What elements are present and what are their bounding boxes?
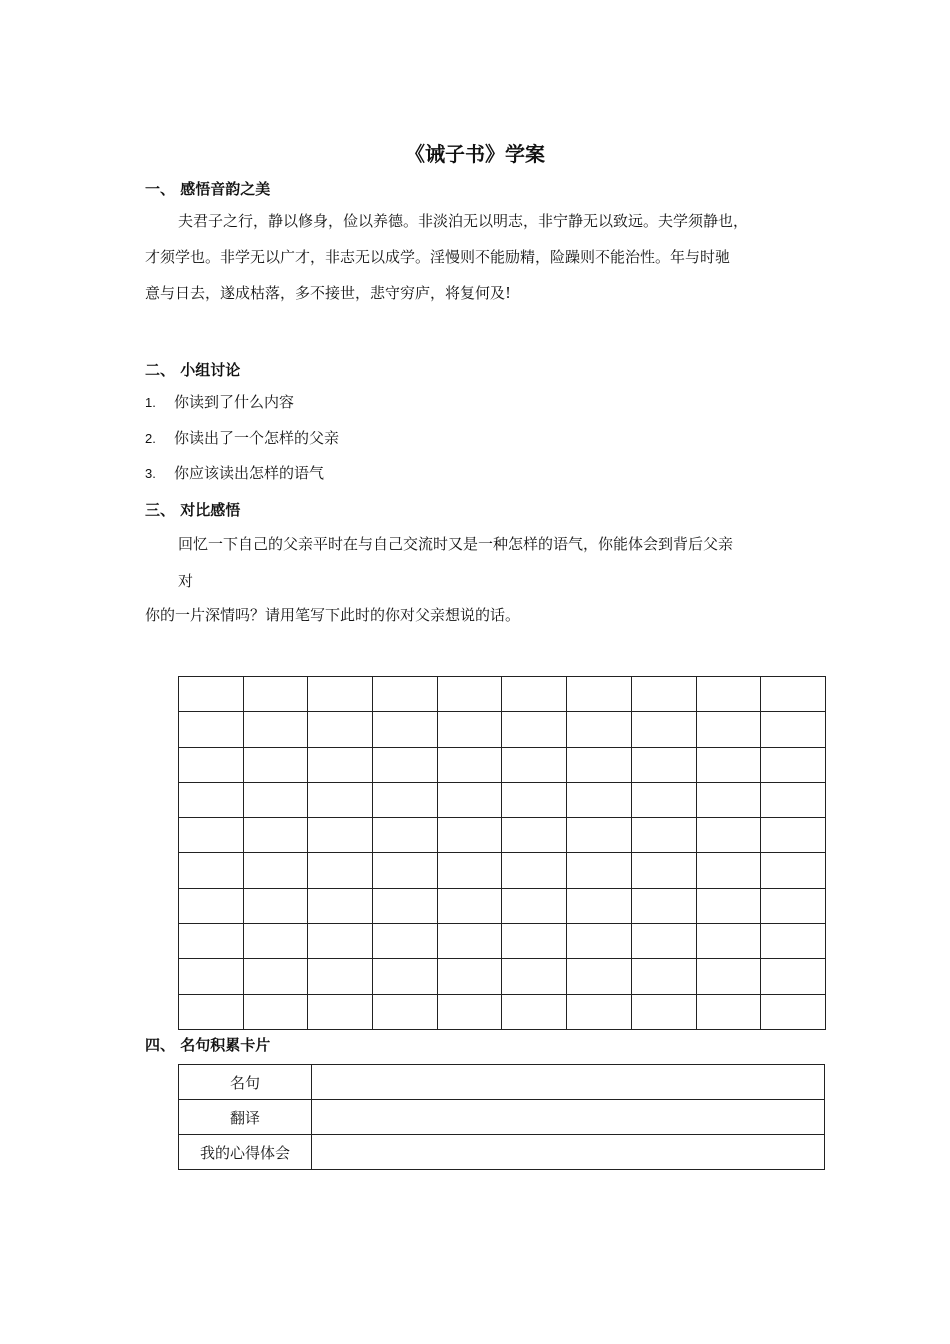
grid-cell[interactable]	[631, 888, 696, 923]
grid-cell[interactable]	[761, 924, 826, 959]
grid-cell[interactable]	[696, 888, 761, 923]
item-number: 1.	[145, 395, 156, 410]
grid-row	[179, 818, 826, 853]
grid-cell[interactable]	[631, 924, 696, 959]
grid-cell[interactable]	[502, 677, 567, 712]
grid-cell[interactable]	[502, 782, 567, 817]
grid-row	[179, 712, 826, 747]
grid-cell[interactable]	[567, 888, 632, 923]
grid-cell[interactable]	[243, 712, 308, 747]
grid-cell[interactable]	[179, 888, 244, 923]
grid-cell[interactable]	[437, 924, 502, 959]
card-field-quote[interactable]	[312, 1065, 825, 1100]
grid-cell[interactable]	[308, 888, 373, 923]
grid-cell[interactable]	[308, 994, 373, 1029]
card-field-reflection[interactable]	[312, 1135, 825, 1170]
grid-cell[interactable]	[502, 994, 567, 1029]
grid-cell[interactable]	[696, 677, 761, 712]
grid-cell[interactable]	[567, 677, 632, 712]
grid-cell[interactable]	[243, 782, 308, 817]
grid-cell[interactable]	[243, 818, 308, 853]
grid-cell[interactable]	[696, 712, 761, 747]
prompt-line-1: 回忆一下自己的父亲平时在与自己交流时又是一种怎样的语气，你能体会到背后父亲	[178, 535, 734, 553]
card-label-quote: 名句	[179, 1065, 312, 1100]
grid-cell[interactable]	[243, 994, 308, 1029]
grid-cell[interactable]	[373, 959, 438, 994]
grid-cell[interactable]	[243, 677, 308, 712]
grid-cell[interactable]	[696, 747, 761, 782]
grid-cell[interactable]	[567, 782, 632, 817]
grid-cell[interactable]	[437, 747, 502, 782]
grid-cell[interactable]	[761, 747, 826, 782]
grid-cell[interactable]	[696, 818, 761, 853]
item-number: 2.	[145, 431, 156, 446]
discussion-item-3	[145, 455, 324, 492]
card-row	[179, 1100, 825, 1135]
discussion-item-2	[145, 420, 339, 457]
grid-cell[interactable]	[567, 747, 632, 782]
grid-cell[interactable]	[373, 924, 438, 959]
grid-cell[interactable]	[631, 712, 696, 747]
grid-cell[interactable]	[308, 782, 373, 817]
card-row	[179, 1135, 825, 1170]
grid-cell[interactable]	[179, 818, 244, 853]
discussion-item-1	[145, 384, 294, 421]
grid-cell[interactable]	[502, 888, 567, 923]
grid-cell[interactable]	[243, 747, 308, 782]
grid-cell[interactable]	[243, 924, 308, 959]
card-label-translation: 翻译	[179, 1100, 312, 1135]
grid-cell[interactable]	[179, 677, 244, 712]
grid-cell[interactable]	[308, 853, 373, 888]
item-number: 3.	[145, 466, 156, 481]
grid-cell[interactable]	[437, 994, 502, 1029]
grid-cell[interactable]	[567, 853, 632, 888]
grid-row	[179, 677, 826, 712]
grid-row	[179, 782, 826, 817]
grid-cell[interactable]	[761, 677, 826, 712]
grid-cell[interactable]	[179, 712, 244, 747]
section-heading-2: 二、 小组讨论	[145, 361, 241, 379]
grid-cell[interactable]	[179, 924, 244, 959]
page-title: 《诫子书》学案	[405, 142, 545, 166]
grid-cell[interactable]	[502, 924, 567, 959]
grid-cell[interactable]	[696, 994, 761, 1029]
section-heading-3: 三、 对比感悟	[145, 501, 241, 519]
grid-row	[179, 924, 826, 959]
item-text: 你应该读出怎样的语气	[174, 464, 325, 482]
grid-cell[interactable]	[179, 994, 244, 1029]
item-text: 你读出了一个怎样的父亲	[174, 429, 340, 447]
grid-cell[interactable]	[567, 994, 632, 1029]
grid-cell[interactable]	[179, 747, 244, 782]
writing-grid[interactable]	[178, 676, 826, 1030]
grid-cell[interactable]	[567, 959, 632, 994]
grid-cell[interactable]	[179, 959, 244, 994]
grid-cell[interactable]	[696, 924, 761, 959]
grid-cell[interactable]	[502, 712, 567, 747]
grid-cell[interactable]	[373, 818, 438, 853]
prompt-line-2: 对	[178, 572, 194, 590]
grid-cell[interactable]	[437, 677, 502, 712]
grid-row	[179, 888, 826, 923]
grid-cell[interactable]	[373, 782, 438, 817]
grid-cell[interactable]	[502, 818, 567, 853]
grid-cell[interactable]	[696, 959, 761, 994]
section-heading-4: 四、 名句积累卡片	[145, 1036, 271, 1054]
grid-cell[interactable]	[308, 677, 373, 712]
grid-cell[interactable]	[761, 994, 826, 1029]
grid-cell[interactable]	[308, 818, 373, 853]
grid-cell[interactable]	[437, 853, 502, 888]
grid-cell[interactable]	[308, 712, 373, 747]
grid-cell[interactable]	[243, 888, 308, 923]
grid-cell[interactable]	[308, 747, 373, 782]
card-field-translation[interactable]	[312, 1100, 825, 1135]
grid-cell[interactable]	[502, 853, 567, 888]
card-label-reflection: 我的心得体会	[179, 1135, 312, 1170]
grid-cell[interactable]	[567, 818, 632, 853]
grid-cell[interactable]	[373, 994, 438, 1029]
grid-cell[interactable]	[502, 747, 567, 782]
grid-cell[interactable]	[437, 959, 502, 994]
grid-cell[interactable]	[631, 994, 696, 1029]
quote-card	[178, 1064, 825, 1170]
grid-cell[interactable]	[567, 712, 632, 747]
grid-cell[interactable]	[631, 782, 696, 817]
grid-cell[interactable]	[631, 959, 696, 994]
grid-row	[179, 994, 826, 1029]
grid-cell[interactable]	[373, 747, 438, 782]
grid-cell[interactable]	[631, 677, 696, 712]
grid-cell[interactable]	[761, 782, 826, 817]
grid-cell[interactable]	[502, 959, 567, 994]
grid-cell[interactable]	[631, 853, 696, 888]
grid-cell[interactable]	[373, 853, 438, 888]
grid-cell[interactable]	[308, 924, 373, 959]
prompt-line-3: 你的一片深情吗？请用笔写下此时的你对父亲想说的话。	[145, 606, 521, 624]
poem-line-2: 才须学也。非学无以广才，非志无以成学。淫慢则不能励精，险躁则不能治性。年与时驰	[145, 248, 731, 266]
card-row	[179, 1065, 825, 1100]
grid-cell[interactable]	[179, 853, 244, 888]
grid-row	[179, 959, 826, 994]
grid-cell[interactable]	[179, 782, 244, 817]
poem-line-3: 意与日去，遂成枯落，多不接世，悲守穷庐，将复何及!	[145, 284, 512, 302]
grid-cell[interactable]	[696, 853, 761, 888]
grid-cell[interactable]	[567, 924, 632, 959]
grid-row	[179, 747, 826, 782]
grid-cell[interactable]	[373, 712, 438, 747]
grid-cell[interactable]	[437, 782, 502, 817]
grid-cell[interactable]	[437, 818, 502, 853]
grid-cell[interactable]	[761, 888, 826, 923]
grid-cell[interactable]	[631, 747, 696, 782]
grid-cell[interactable]	[761, 712, 826, 747]
grid-row	[179, 853, 826, 888]
grid-cell[interactable]	[761, 959, 826, 994]
item-text: 你读到了什么内容	[174, 393, 295, 411]
grid-cell[interactable]	[696, 782, 761, 817]
grid-cell[interactable]	[373, 677, 438, 712]
grid-cell[interactable]	[437, 888, 502, 923]
grid-cell[interactable]	[761, 818, 826, 853]
grid-cell[interactable]	[373, 888, 438, 923]
poem-line-1: 夫君子之行，静以修身，俭以养德。非淡泊无以明志，非宁静无以致远。夫学须静也，	[178, 212, 749, 230]
grid-cell[interactable]	[631, 818, 696, 853]
section-heading-1: 一、 感悟音韵之美	[145, 180, 271, 198]
grid-cell[interactable]	[437, 712, 502, 747]
grid-cell[interactable]	[243, 853, 308, 888]
grid-cell[interactable]	[308, 959, 373, 994]
grid-cell[interactable]	[761, 853, 826, 888]
grid-cell[interactable]	[243, 959, 308, 994]
